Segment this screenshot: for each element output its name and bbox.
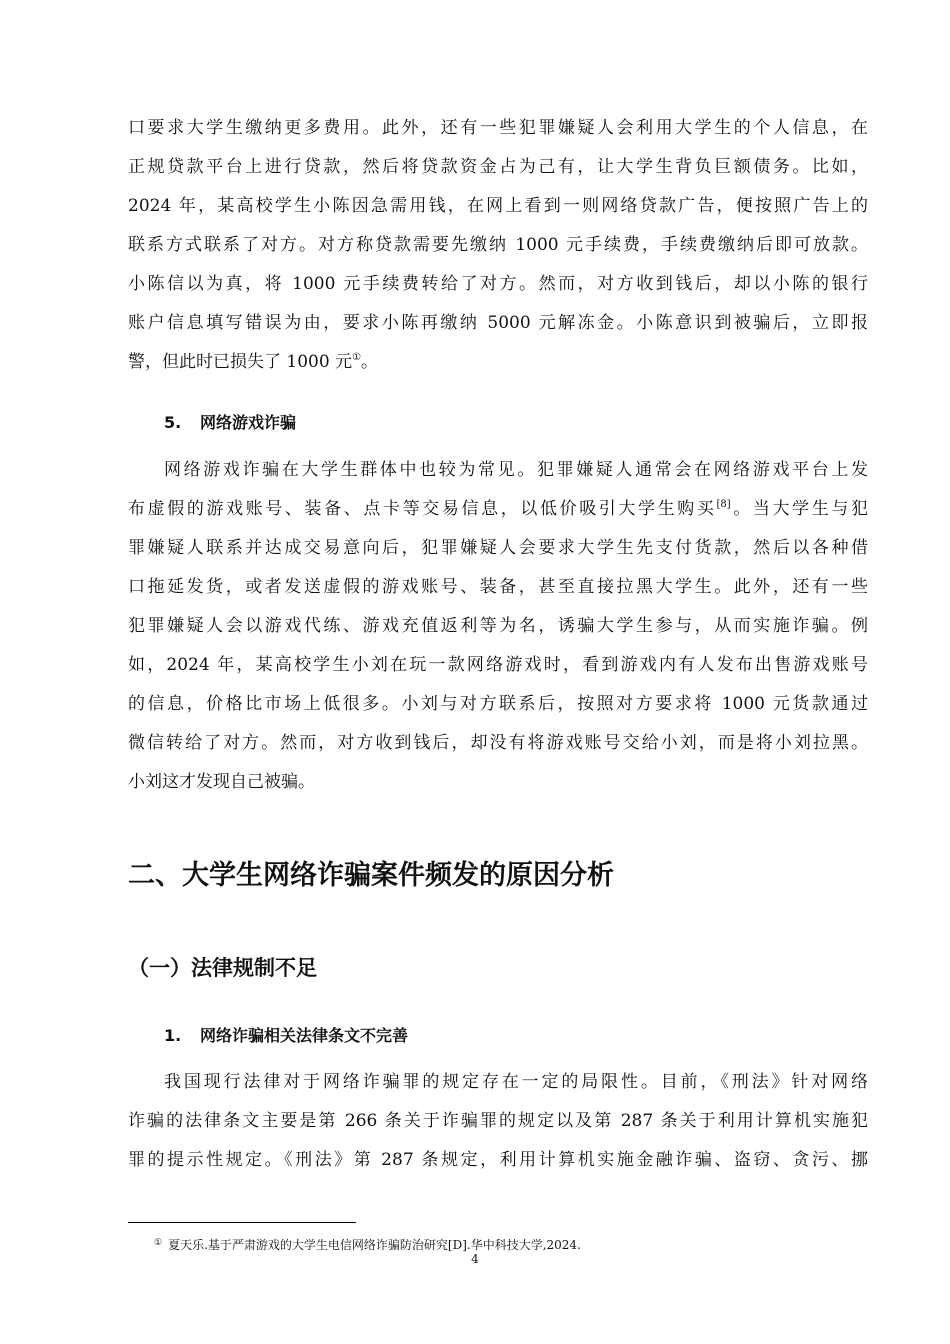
- text-line: 口拖延发货，或者发送虚假的游戏账号、装备，甚至直接拉黑大学生。此外，还有一些: [128, 577, 868, 597]
- text-line: 小刘这才发现自己被骗。: [128, 772, 315, 792]
- text-line: 小陈信以为真，将 1000 元手续费转给了对方。然而，对方收到钱后，却以小陈的银行: [128, 274, 868, 294]
- footnote-marker: ①: [154, 1238, 163, 1248]
- text-line: 罪嫌疑人联系并达成交易意向后，犯罪嫌疑人会要求大学生先支付货款，然后以各种借: [128, 538, 868, 558]
- section-title: 网络诈骗相关法律条文不完善: [200, 1026, 409, 1045]
- text-line: [128, 490, 868, 529]
- footnote-separator: [128, 1222, 356, 1223]
- text-line: 账户信息填写错误为由，要求小陈再缴纳 5000 元解冻金。小陈意识到被骗后，立即报: [128, 313, 868, 333]
- section-title: 网络游戏诈骗: [200, 413, 297, 432]
- section-heading-legal-provisions: [164, 1024, 408, 1048]
- text-line: 如，2024 年，某高校学生小刘在玩一款网络游戏时，看到游戏内有人发布出售游戏账号: [128, 655, 868, 675]
- footnote-reference[interactable]: ①: [352, 352, 362, 363]
- text-line: [128, 343, 868, 382]
- text-line: 我国现行法律对于网络诈骗罪的规定存在一定的局限性。目前，《刑法》针对网络: [164, 1072, 868, 1092]
- text-fragment: 布虚假的游戏账号、装备、点卡等交易信息，以低价吸引大学生购买: [128, 499, 717, 519]
- chapter-heading: 二、大学生网络诈骗案件频发的原因分析: [128, 860, 614, 891]
- citation-reference[interactable]: [8]: [716, 499, 731, 510]
- subsection-heading: （一）法律规制不足: [128, 956, 317, 980]
- paragraph-legal-provisions: [128, 1063, 868, 1180]
- paragraph-online-game-fraud: [128, 451, 868, 802]
- text-line: 网络游戏诈骗在大学生群体中也较为常见。犯罪嫌疑人通常会在网络游戏平台上发: [164, 460, 868, 480]
- text-fragment: 警，但此时已损失了 1000 元: [128, 352, 353, 372]
- text-line: 犯罪嫌疑人会以游戏代练、游戏充值返利等为名，诱骗大学生参与，从而实施诈骗。例: [128, 616, 868, 636]
- page-number: 4: [471, 1252, 479, 1266]
- section-number: 5.: [164, 413, 182, 432]
- text-fragment: 。当大学生与犯: [730, 499, 869, 519]
- text-fragment: 。: [361, 352, 379, 372]
- section-heading-online-game-fraud: [164, 411, 296, 435]
- text-line: 联系方式联系了对方。对方称贷款需要先缴纳 1000 元手续费，手续费缴纳后即可放款。: [128, 235, 868, 255]
- text-line: 2024 年，某高校学生小陈因急需用钱，在网上看到一则网络贷款广告，便按照广告上的: [128, 196, 868, 216]
- text-line: 诈骗的法律条文主要是第 266 条关于诈骗罪的规定以及第 287 条关于利用计算机实施犯: [128, 1111, 868, 1131]
- text-line: 正规贷款平台上进行贷款，然后将贷款资金占为己有，让大学生背负巨额债务。比如，: [128, 157, 868, 177]
- paragraph-loan-fraud-continued: [128, 109, 868, 382]
- text-line: 罪的提示性规定。《刑法》第 287 条规定，利用计算机实施金融诈骗、盗窃、贪污、挪: [128, 1150, 868, 1170]
- text-line: 口要求大学生缴纳更多费用。此外，还有一些犯罪嫌疑人会利用大学生的个人信息，在: [128, 118, 868, 138]
- text-line: 的信息，价格比市场上低很多。小刘与对方联系后，按照对方要求将 1000 元货款通过: [128, 694, 868, 714]
- footnote-text: 夏天乐.基于严肃游戏的大学生电信网络诈骗防治研究[D].华中科技大学,2024.: [168, 1238, 581, 1252]
- text-line: 微信转给了对方。然而，对方收到钱后，却没有将游戏账号交给小刘，而是将小刘拉黑。: [128, 733, 868, 753]
- section-number: 1.: [164, 1026, 182, 1045]
